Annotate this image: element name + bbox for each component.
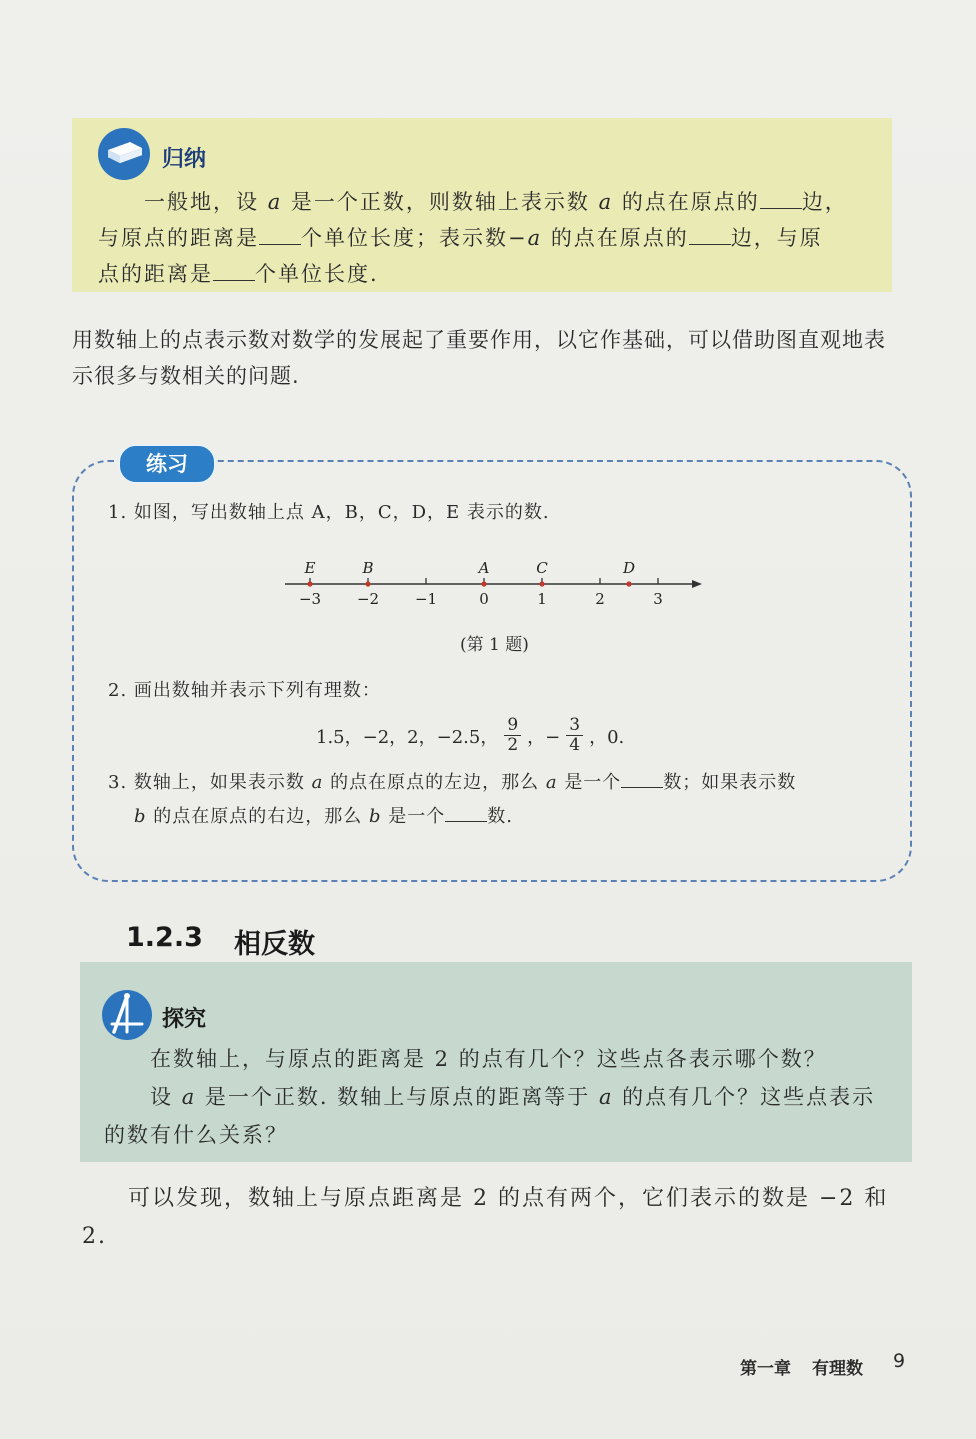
- tick-label: −3: [298, 590, 322, 608]
- answer-blank-5[interactable]: [621, 769, 663, 788]
- explore-text: 在数轴上，与原点的距离是 2 的点有几个？这些点各表示哪个数？ 设 a 是一个正数. 数轴上与原点的距离等于 a 的点有几个？这些点表示的数有什么关系？: [104, 1047, 876, 1147]
- tick-label: 0: [479, 590, 489, 608]
- tick-label: −2: [356, 590, 380, 608]
- point-label: D: [622, 559, 636, 577]
- fraction-nine-halves: $\frac{9}{2}$: [504, 716, 521, 755]
- exercise-question-1: 1. 如图，写出数轴上点 A，B，C，D，E 表示的数.: [108, 502, 550, 523]
- answer-blank-4[interactable]: [213, 262, 255, 281]
- point-A: [481, 581, 486, 586]
- answer-blank-1[interactable]: [760, 190, 802, 209]
- tick-label: 3: [653, 590, 663, 608]
- conclusion-paragraph: 可以发现，数轴上与原点距离是 2 的点有两个，它们表示的数是 −2 和 2.: [82, 1186, 889, 1249]
- section-title: 相反数: [234, 929, 315, 960]
- tick-label: −1: [414, 590, 438, 608]
- summary-heading: 归纳: [162, 147, 207, 172]
- footer-title: 有理数: [812, 1359, 863, 1379]
- figure-caption: (第 1 题): [460, 635, 529, 655]
- compass-icon: [100, 988, 154, 1042]
- tick-label: 1: [537, 590, 547, 608]
- point-label: C: [536, 559, 548, 577]
- page-number: 9: [893, 1350, 906, 1372]
- exercise-question-3: 3. 数轴上，如果表示数 a 的点在原点的左边，那么 a 是一个 数；如果表示数 b 的点在原点的右边，那么 b 是一个 数.: [108, 766, 888, 834]
- point-B: [365, 581, 370, 586]
- section-number: 1.2.3: [126, 922, 203, 953]
- point-label: B: [362, 559, 374, 577]
- summary-text: 一般地，设 a 是一个正数，则数轴上表示数 a 的点在原点的 边， 与原点的距离是 个单位长度；表示数−a 的点在原点的 边，与原 点的距离是 个单位长度.: [98, 190, 848, 286]
- intro-paragraph: 用数轴上的点表示数对数学的发展起了重要作用，以它作基础，可以借助图直观地表示很多与数相关的问题.: [72, 328, 886, 388]
- answer-blank-6[interactable]: [445, 803, 487, 822]
- books-icon: [96, 126, 152, 182]
- point-label: A: [478, 559, 490, 577]
- answer-blank-2[interactable]: [259, 226, 301, 245]
- footer-chapter: 第一章: [740, 1359, 791, 1379]
- axis-arrow-icon: [692, 580, 702, 588]
- exercise-question-2: 2. 画出数轴并表示下列有理数：: [108, 680, 381, 701]
- point-label: E: [304, 559, 316, 577]
- exercise-tag: 练习: [118, 444, 216, 484]
- number-line: [280, 552, 710, 612]
- answer-blank-3[interactable]: [689, 226, 731, 245]
- explore-heading: 探究: [162, 1007, 207, 1032]
- fraction-three-quarters: $\frac{3}{4}$: [566, 716, 583, 755]
- tick-label: 2: [595, 590, 605, 608]
- point-E: [307, 581, 312, 586]
- point-C: [539, 581, 544, 586]
- point-D: [626, 581, 631, 586]
- rational-number-list: 1.5，−2，2，−2.5， $\frac{9}{2}$ ，− $\frac{3}{4}$ ，0.: [316, 715, 625, 755]
